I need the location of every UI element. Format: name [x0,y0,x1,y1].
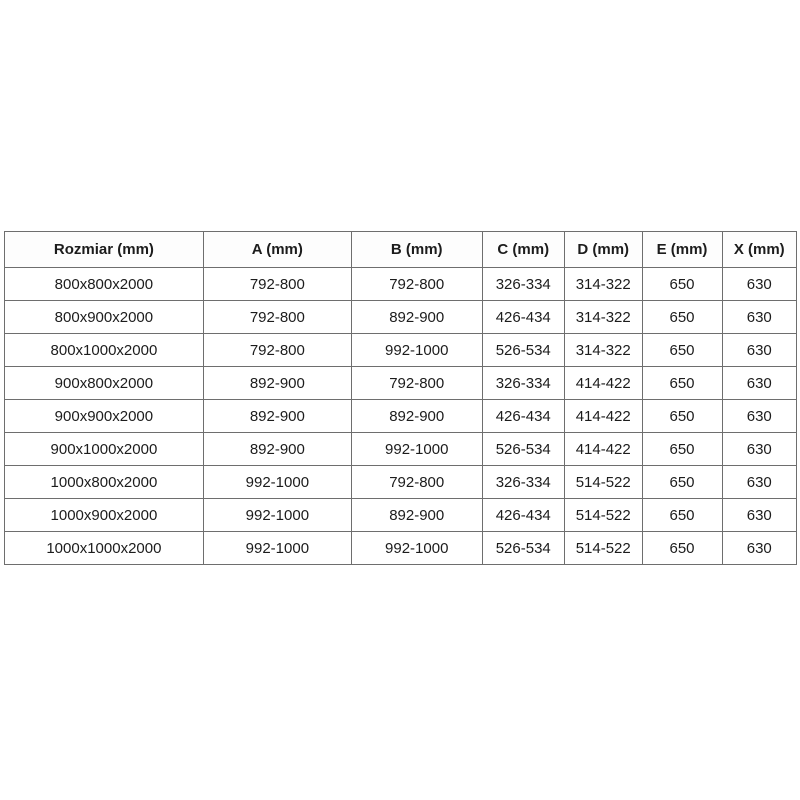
dimension-cell: 314-322 [564,334,642,367]
size-cell: 1000x1000x2000 [5,532,204,565]
dimension-cell: 630 [722,433,796,466]
dimension-cell: 526-534 [482,532,564,565]
column-header-a: A (mm) [203,232,351,268]
dimension-cell: 792-800 [351,367,482,400]
column-header-e: E (mm) [642,232,722,268]
dimension-cell: 650 [642,367,722,400]
dimension-cell: 650 [642,433,722,466]
size-cell: 800x800x2000 [5,268,204,301]
dimension-cell: 892-900 [351,301,482,334]
dimension-cell: 650 [642,334,722,367]
dimension-cell: 426-434 [482,499,564,532]
dimension-cell: 892-900 [203,367,351,400]
dimension-cell: 992-1000 [351,433,482,466]
dimension-cell: 314-322 [564,301,642,334]
size-cell: 800x1000x2000 [5,334,204,367]
dimension-cell: 650 [642,400,722,433]
dimension-cell: 792-800 [203,334,351,367]
dimension-cell: 514-522 [564,466,642,499]
table-row [5,433,797,466]
dimension-cell: 992-1000 [203,499,351,532]
table-row [5,466,797,499]
table-row [5,532,797,565]
dimension-cell: 992-1000 [351,334,482,367]
dimension-cell: 630 [722,499,796,532]
dimension-cell: 792-800 [351,268,482,301]
table-row [5,334,797,367]
size-cell: 900x1000x2000 [5,433,204,466]
dimension-cell: 630 [722,334,796,367]
table-row [5,301,797,334]
dimension-cell: 650 [642,532,722,565]
dimension-cell: 792-800 [351,466,482,499]
column-header-c: C (mm) [482,232,564,268]
dimension-cell: 414-422 [564,433,642,466]
dimension-cell: 514-522 [564,499,642,532]
size-cell: 900x800x2000 [5,367,204,400]
dimension-cell: 650 [642,268,722,301]
dimension-cell: 314-322 [564,268,642,301]
dimension-cell: 326-334 [482,268,564,301]
table-row [5,367,797,400]
size-spec-table [4,231,797,565]
size-cell: 1000x800x2000 [5,466,204,499]
dimension-cell: 630 [722,466,796,499]
dimension-cell: 650 [642,301,722,334]
header-row [5,232,797,268]
column-header-x: X (mm) [722,232,796,268]
size-cell: 800x900x2000 [5,301,204,334]
dimension-cell: 526-534 [482,433,564,466]
table-row [5,400,797,433]
dimension-cell: 992-1000 [351,532,482,565]
table-row [5,499,797,532]
column-header-d: D (mm) [564,232,642,268]
dimension-cell: 892-900 [351,400,482,433]
dimension-cell: 414-422 [564,367,642,400]
table-row [5,268,797,301]
dimension-cell: 992-1000 [203,466,351,499]
dimension-cell: 630 [722,301,796,334]
size-cell: 1000x900x2000 [5,499,204,532]
dimension-cell: 630 [722,367,796,400]
dimension-cell: 414-422 [564,400,642,433]
dimension-cell: 992-1000 [203,532,351,565]
dimension-cell: 630 [722,532,796,565]
dimension-cell: 650 [642,499,722,532]
dimension-cell: 526-534 [482,334,564,367]
dimension-cell: 892-900 [203,433,351,466]
dimension-cell: 792-800 [203,301,351,334]
column-header-rozmiar: Rozmiar (mm) [5,232,204,268]
column-header-b: B (mm) [351,232,482,268]
dimension-cell: 650 [642,466,722,499]
dimension-cell: 892-900 [203,400,351,433]
dimension-cell: 892-900 [351,499,482,532]
dimension-cell: 326-334 [482,466,564,499]
dimension-cell: 630 [722,268,796,301]
dimension-cell: 514-522 [564,532,642,565]
dimension-cell: 792-800 [203,268,351,301]
dimension-cell: 630 [722,400,796,433]
size-cell: 900x900x2000 [5,400,204,433]
dimension-cell: 426-434 [482,400,564,433]
dimension-cell: 426-434 [482,301,564,334]
dimension-cell: 326-334 [482,367,564,400]
